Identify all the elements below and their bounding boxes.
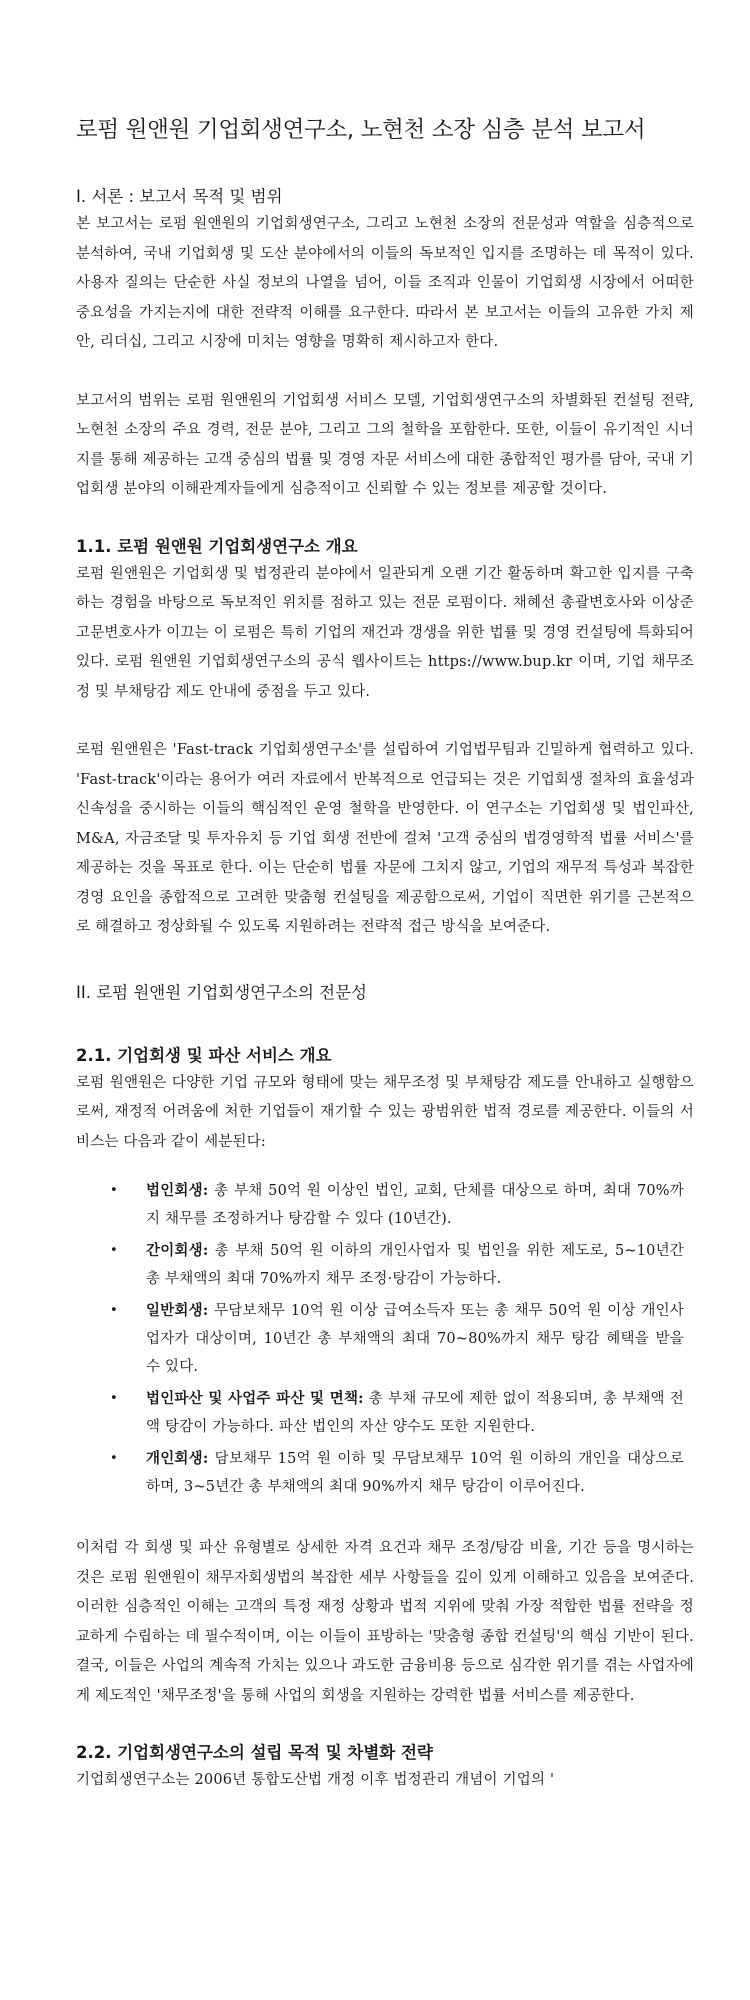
bullet-icon: • bbox=[110, 1451, 118, 1466]
list-item bbox=[110, 1237, 694, 1293]
section-2-2-paragraph-1: 기업회생연구소는 2006년 통합도산법 개정 이후 법정관리 개념이 기업의 ' bbox=[76, 1772, 555, 1788]
list-item-text: 담보채무 15억 원 이하 및 무담보채무 10억 원 이하의 개인을 대상으로 하며, 3~5년간 총 부채액의 최대 90%까지 채무 탕감이 이루어진다. bbox=[146, 1451, 684, 1495]
list-item-text: 총 부채 50억 원 이상인 법인, 교회, 단체를 대상으로 하며, 최대 70%까지 채무를 조정하거나 탕감할 수 있다 (10년간). bbox=[146, 1183, 684, 1227]
list-item-text: 총 부채 50억 원 이하의 개인사업자 및 법인을 위한 제도로, 5~10년간 총 부채액의 최대 70%까지 채무 조정·탕감이 가능하다. bbox=[146, 1243, 684, 1287]
section-2-heading: II. 로펌 원앤원 기업회생연구소의 전문성 bbox=[76, 982, 367, 1002]
section-2-1-outro: 이처럼 각 회생 및 파산 유형별로 상세한 자격 요건과 채무 조정/탕감 비율, 기간 등을 명시하는 것은 로펌 원앤원이 채무자회생법의 복잡한 세부 사항들을 깊이 있게 이해하고 있음을 보여준다. 이러한 심층적인 이해는 고객의 특정 재정 상황과 법적 지위에 맞춰 가장 적합한 법률 전략을 정교하게 수립하는 데 필수적이며, 이는 이들이 표방하는 '맞춤형 종합 컨설팅'의 핵심 기반이 된다. 결국, 이들은 사업의 계속적 가치는 있으나 과도한 금융비용 등으로 심각한 위기를 겪는 사업자에게 제도적인 '채무조정'을 통해 사업의 회생을 지원하는 강력한 법률 서비스를 제공한다. bbox=[76, 1540, 694, 1704]
list-item bbox=[110, 1385, 694, 1441]
section-2-1-intro: 로펌 원앤원은 다양한 기업 규모와 형태에 맞는 채무조정 및 부채탕감 제도를 안내하고 실행함으로써, 재정적 어려움에 처한 기업들이 재기할 수 있는 광범위한 법적 경로를 제공한다. 이들의 서비스는 다음과 같이 세분된다: bbox=[76, 1074, 694, 1150]
list-item-text: 무담보채무 10억 원 이상 급여소득자 또는 총 채무 50억 원 이상 개인사업자가 대상이며, 10년간 총 부채액의 최대 70~80%까지 채무 탕감 혜택을 받을 수 있다. bbox=[146, 1303, 684, 1375]
list-item bbox=[110, 1445, 694, 1501]
list-item bbox=[110, 1177, 694, 1233]
list-item-term: 개인회생: bbox=[146, 1450, 209, 1467]
section-2-2-heading: 2.2. 기업회생연구소의 설립 목적 및 차별화 전략 bbox=[76, 1743, 433, 1762]
list-item-text: 총 부채 규모에 제한 없이 적용되며, 총 부채액 전액 탕감이 가능하다. 파산 법인의 자산 양수도 또한 지원한다. bbox=[146, 1391, 684, 1435]
bullet-icon: • bbox=[110, 1243, 118, 1258]
list-item-term: 법인파산 및 사업주 파산 및 면책: bbox=[146, 1390, 364, 1407]
section-1-paragraph-1: 본 보고서는 로펌 원앤원의 기업회생연구소, 그리고 노현천 소장의 전문성과 역할을 심층적으로 분석하여, 국내 기업회생 및 도산 분야에서의 이들의 독보적인 입지를 조명하는 데 목적이 있다. 사용자 질의는 단순한 사실 정보의 나열을 넘어, 이들 조직과 인물이 기업회생 시장에서 어떠한 중요성을 가지는지에 대한 전략적 이해를 요구한다. 따라서 본 보고서는 이들의 고유한 가치 제안, 리더십, 그리고 시장에 미치는 영향을 명확히 제시하고자 한다. bbox=[76, 216, 694, 350]
list-item-term: 법인회생: bbox=[146, 1182, 209, 1199]
bullet-icon: • bbox=[110, 1303, 118, 1318]
list-item-term: 간이회생: bbox=[146, 1242, 209, 1259]
section-1-1-paragraph-2: 로펌 원앤원은 'Fast-track 기업회생연구소'를 설립하여 기업법무팀과 긴밀하게 협력하고 있다. 'Fast-track'이라는 용어가 여러 자료에서 반복적으로 언급되는 것은 기업회생 절차의 효율성과 신속성을 중시하는 이들의 핵심적인 운영 철학을 반영한다. 이 연구소는 기업회생 및 법인파산, M&A, 자금조달 및 투자유치 등 기업 회생 전반에 걸쳐 '고객 중심의 법경영학적 법률 서비스'를 제공하는 것을 목표로 한다. 이는 단순히 법률 자문에 그치지 않고, 기업의 재무적 특성과 복잡한 경영 요인을 종합적으로 고려한 맞춤형 컨설팅을 제공함으로써, 기업이 직면한 위기를 근본적으로 해결하고 정상화될 수 있도록 지원하려는 전략적 접근 방식을 보여준다. bbox=[76, 742, 694, 935]
list-item-term: 일반회생: bbox=[146, 1302, 209, 1319]
section-1-1-heading: 1.1. 로펌 원앤원 기업회생연구소 개요 bbox=[76, 536, 358, 556]
service-type-list bbox=[76, 1177, 694, 1501]
section-2-1-heading: 2.1. 기업회생 및 파산 서비스 개요 bbox=[76, 1045, 332, 1065]
section-1-1-paragraph-1: 로펌 원앤원은 기업회생 및 법정관리 분야에서 일관되게 오랜 기간 활동하며 확고한 입지를 구축하는 경험을 바탕으로 독보적인 위치를 점하고 있는 전문 로펌이다. 채혜선 총괄변호사와 이상준 고문변호사가 이끄는 이 로펌은 특히 기업의 재건과 갱생을 위한 법률 및 경영 컨설팅에 특화되어 있다. 로펌 원앤원 기업회생연구소의 공식 웹사이트는 https://www.bup.kr 이며, 기업 채무조정 및 부채탕감 제도 안내에 중점을 두고 있다. bbox=[76, 565, 694, 700]
list-item bbox=[110, 1297, 694, 1381]
section-1-heading: I. 서론 : 보고서 목적 및 범위 bbox=[76, 187, 283, 206]
section-1-paragraph-2: 보고서의 범위는 로펌 원앤원의 기업회생 서비스 모델, 기업회생연구소의 차별화된 컨설팅 전략, 노현천 소장의 주요 경력, 전문 분야, 그리고 그의 철학을 포함한다. 또한, 이들이 유기적인 시너지를 통해 제공하는 고객 중심의 법률 및 경영 자문 서비스에 대한 종합적인 평가를 담아, 국내 기업회생 분야의 이해관계자들에게 심층적이고 신뢰할 수 있는 정보를 제공할 것이다. bbox=[76, 392, 694, 497]
document-title: 로펌 원앤원 기업회생연구소, 노현천 소장 심층 분석 보고서 bbox=[76, 117, 646, 143]
bullet-icon: • bbox=[110, 1391, 118, 1406]
bullet-icon: • bbox=[110, 1183, 118, 1198]
